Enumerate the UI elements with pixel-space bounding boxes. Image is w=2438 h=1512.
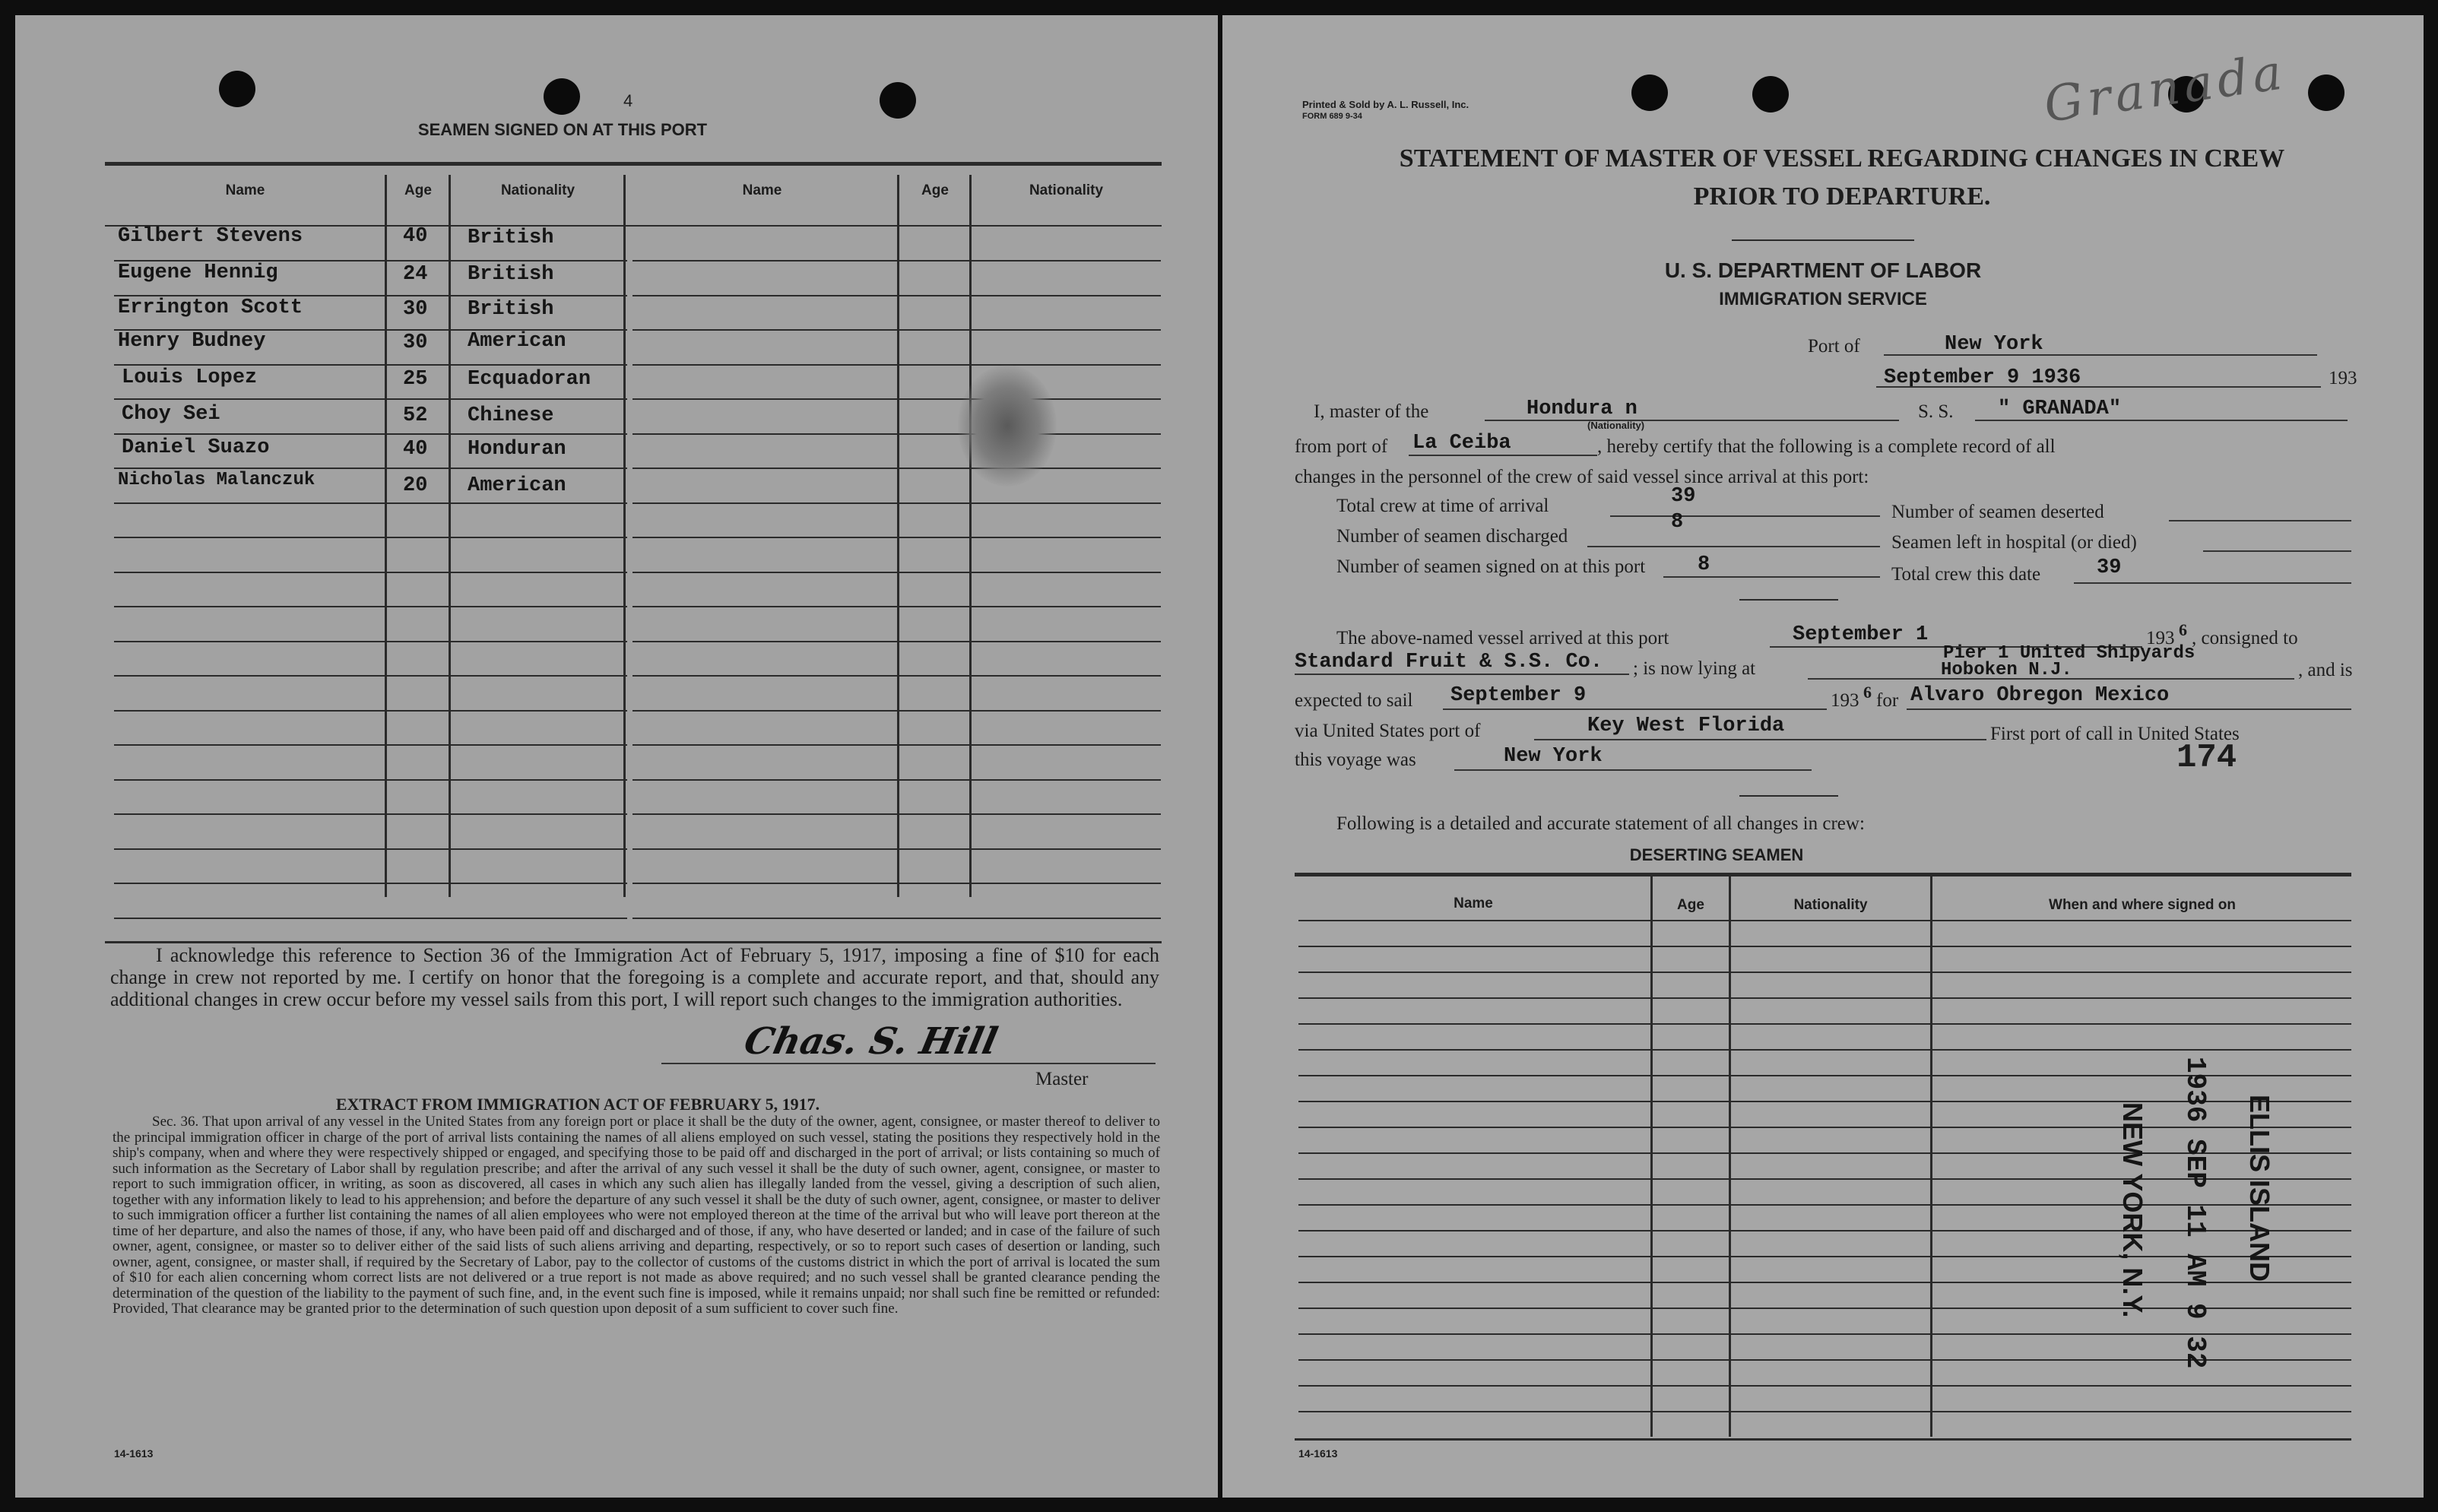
row-rule [114, 641, 627, 642]
desert-col-nationality: Nationality [1793, 897, 1868, 913]
row-rule [114, 883, 627, 884]
column-divider [969, 175, 972, 897]
punch-hole [2308, 74, 2344, 111]
col-header-name: Name [225, 182, 265, 198]
column-divider [1650, 874, 1653, 1437]
seaman-nationality: Ecquadoran [468, 368, 591, 391]
row-rule [632, 675, 1161, 677]
row-rule [632, 710, 1161, 712]
row-rule [114, 537, 627, 538]
from-port-line [1409, 455, 1597, 456]
lying-label: ; is now lying at [1633, 658, 1756, 679]
destination-value: Alvaro Obregon Mexico [1910, 684, 2170, 707]
discharged-label: Number of seamen discharged [1336, 526, 1568, 547]
via-port-value: Key West Florida [1587, 715, 1785, 737]
first-port-value: New York [1504, 745, 1603, 768]
row-rule [114, 813, 627, 815]
col-header-age: Age [921, 182, 949, 198]
total-crew-arrival-label: Total crew at time of arrival [1336, 496, 1549, 516]
row-rule [1298, 1411, 2351, 1412]
deserting-title: DESERTING SEAMEN [1629, 845, 1804, 864]
seaman-age: 40 [403, 225, 428, 248]
col-header-age: Age [404, 182, 432, 198]
seaman-age: 30 [403, 298, 428, 321]
fill-line [2169, 520, 2351, 521]
punch-hole [880, 82, 916, 119]
printer-credit: Printed & Sold by A. L. Russell, Inc. [1302, 99, 1469, 110]
seaman-nationality: Honduran [468, 438, 566, 461]
form-code: 14-1613 [114, 1447, 154, 1460]
seaman-name: Gilbert Stevens [118, 225, 303, 248]
acknowledgement-text: I acknowledge this reference to Section 36 of the Immigration Act of February 5, 1917, imposing a fine of $10 for each change in crew not reported by me. I certify on honor that the foregoing is a complete and accurate report, and that, should any additional changes in crew occur before my vessel sails from this port, I will report such changes to the immigration authorities. [110, 944, 1159, 1010]
seaman-name: Henry Budney [118, 330, 266, 353]
table-top-rule [105, 162, 1162, 166]
seaman-name: Nicholas Malanczuk [118, 470, 315, 490]
row-rule [1298, 946, 2351, 947]
master-label: Master [1035, 1069, 1089, 1089]
following-text: Following is a detailed and accurate statement of all changes in crew: [1336, 813, 1865, 834]
first-port-label: First port of call in United States [1990, 724, 2240, 744]
seaman-age: 40 [403, 438, 428, 461]
seaman-name: Choy Sei [122, 403, 220, 426]
left-page [15, 15, 1218, 1498]
seaman-nationality: British [468, 298, 554, 321]
row-rule [632, 502, 1161, 504]
seaman-nationality: British [468, 263, 554, 286]
row-rule [1298, 972, 2351, 973]
seaman-nationality: British [468, 227, 554, 249]
row-rule [1298, 1023, 2351, 1025]
fill-line [1907, 708, 2351, 710]
fill-line [1443, 708, 1827, 710]
col-header-nationality: Nationality [500, 182, 575, 198]
form-title-line2: PRIOR TO DEPARTURE. [1693, 182, 1991, 211]
master-of-the-label: I, master of the [1314, 401, 1429, 422]
row-rule [632, 260, 1161, 262]
voyage-label: this voyage was [1295, 750, 1416, 770]
row-rule [114, 468, 627, 469]
ss-label: S. S. [1918, 401, 1954, 422]
column-divider [1930, 874, 1932, 1437]
fill-line [1295, 674, 1629, 675]
fill-line [1663, 576, 1880, 578]
date-line [1876, 386, 2321, 388]
row-rule [114, 710, 627, 712]
signature-line [661, 1063, 1156, 1064]
arrived-label: The above-named vessel arrived at this port [1336, 628, 1669, 648]
punch-hole [219, 71, 255, 107]
punch-hole [1631, 74, 1668, 111]
lying-at-line1: Pier 1 United Shipyards [1943, 643, 2195, 664]
discharged-value: 8 [1671, 511, 1684, 534]
row-rule [114, 779, 627, 781]
row-rule [632, 572, 1161, 573]
hospital-label: Seamen left in hospital (or died) [1891, 532, 2137, 553]
total-crew-date-value: 39 [2097, 556, 2122, 579]
ellis-island-stamp-line2: 1936 SEP 11 AM 9 32 [2180, 1057, 2211, 1369]
department-name: U. S. DEPARTMENT OF LABOR [1664, 258, 1982, 282]
arrived-year: 193 [2146, 628, 2175, 648]
row-rule [114, 848, 627, 850]
divider [1739, 599, 1838, 601]
seaman-age: 30 [403, 331, 428, 354]
row-rule [632, 606, 1161, 607]
form-code: 14-1613 [1298, 1447, 1338, 1460]
row-rule [632, 813, 1161, 815]
table-top-rule [1295, 873, 2351, 876]
form-number: FORM 689 9-34 [1302, 112, 1362, 121]
seaman-name: Eugene Hennig [118, 262, 278, 284]
row-rule [632, 468, 1161, 469]
nationality-value: Hondura n [1527, 398, 1637, 420]
row-rule [632, 329, 1161, 331]
port-label: Port of [1808, 336, 1860, 357]
desert-col-name: Name [1454, 895, 1493, 911]
form-date: September 9 1936 [1884, 366, 2081, 389]
row-rule [632, 364, 1161, 366]
divider [1739, 795, 1838, 797]
page-number: 4 [623, 91, 633, 110]
row-rule [632, 883, 1161, 884]
sail-label: expected to sail [1295, 690, 1413, 711]
seaman-name: Daniel Suazo [122, 436, 270, 459]
row-rule [632, 641, 1161, 642]
fill-line [1808, 678, 2294, 680]
seaman-age: 24 [403, 263, 428, 286]
row-rule [114, 675, 627, 677]
column-divider [897, 175, 899, 897]
nationality-caption: (Nationality) [1587, 420, 1645, 431]
row-rule [632, 537, 1161, 538]
column-divider [1729, 874, 1731, 1437]
vessel-line [1975, 420, 2348, 421]
port-value: New York [1945, 333, 2043, 356]
via-label: via United States port of [1295, 721, 1481, 741]
right-page [1222, 15, 2424, 1498]
vessel-name: " GRANADA" [1998, 398, 2122, 420]
ellis-island-stamp-line3: NEW YORK, N.Y. [2117, 1102, 2148, 1318]
row-rule [114, 744, 627, 746]
nationality-line [1485, 420, 1899, 421]
page-stamp-number: 174 [2176, 739, 2237, 777]
port-line [1884, 354, 2317, 356]
signed-on-value: 8 [1698, 553, 1710, 576]
handwritten-vessel-note: Granada [2040, 44, 2290, 134]
for-label: for [1876, 690, 1899, 711]
row-rule [1298, 1385, 2351, 1387]
extract-text: Sec. 36. That upon arrival of any vessel in the United States from any foreign port or place it shall be the duty of the owner, agent, consignee, or master thereof to deliver to the principal immigration officer in charge of the port of arrival lists containing the names of all aliens employed on such vessel, stating the positions they respectively hold in the ship's company, when and where they were respectively shipped or engaged, and specifying those to be paid off and discharged in the port of arrival; or lists containing so much of such information as the Secretary of Labor shall by regulation prescribe; and after the arrival of any such vessel it shall be the duty of such owner, agent, consignee, or master to report to such immigration officer, in writing, as soon as discovered, all cases in which any such alien has illegally landed from the vessel, giving a description of such alien, together with any information likely to lead to his apprehension; and before the departure of any such vessel it shall be the duty of such owner, agent, consignee, or master to deliver to such immigration officer a further list containing the names of all alien employees who were not employed thereon at the time of the arrival but who will leave port thereon at the time of her departure, and also the names of those, if any, who have been paid off and discharged and of those, if any, who have deserted or landed; and in case of the failure of such owner, agent, consignee, or master so to deliver either of the said lists of such aliens arriving and departing, respectively, or so to report such cases of desertion or landing, such owner, agent, consignee, or master shall, if required by the Secretary of Labor, pay to the collector of customs of the customs district in which the port of arrival is located the sum of $10 for each alien concerning whom correct lists are not delivered or a true report is not made as above required; and no such vessel shall be granted clearance pending the determination of the question of the liability to the payment of such fine, and, in the event such fine is imposed, while it remains unpaid; nor shall such fine be remitted or refunded: Provided, That clearance may be granted prior to the determination of such question upon deposit of a sum sufficient to cover such fine. [113, 1114, 1160, 1317]
from-port-label: from port of [1295, 436, 1388, 457]
row-rule [632, 433, 1161, 435]
desert-col-age: Age [1677, 897, 1704, 913]
row-rule [1298, 997, 2351, 999]
table-bottom-rule [1295, 1438, 2351, 1441]
year-suffix: 193 [2329, 368, 2357, 388]
row-rule [114, 572, 627, 573]
row-rule [632, 744, 1161, 746]
divider [1732, 239, 1914, 241]
column-divider [385, 175, 387, 897]
row-rule [632, 848, 1161, 850]
fill-line [2074, 582, 2351, 584]
deserted-label: Number of seamen deserted [1891, 502, 2104, 522]
form-title: STATEMENT OF MASTER OF VESSEL REGARDING CHANGES IN CREW [1399, 144, 2285, 173]
fill-line [2203, 550, 2351, 552]
col-header-nationality: Nationality [1029, 182, 1104, 198]
seaman-nationality: American [468, 474, 566, 497]
sail-date: September 9 [1450, 684, 1587, 707]
signed-on-label: Number of seamen signed on at this port [1336, 556, 1646, 577]
fill-line [1610, 515, 1880, 517]
col-header-name: Name [742, 182, 782, 198]
service-name: IMMIGRATION SERVICE [1719, 289, 1927, 309]
row-rule [114, 433, 627, 435]
desert-col-signed-on: When and where signed on [2049, 897, 2236, 913]
seaman-age: 52 [403, 404, 428, 427]
master-signature: Chas. S. Hill [740, 1020, 1002, 1063]
row-rule [114, 398, 627, 400]
table-bottom-rule [105, 941, 1162, 943]
certify-text: , hereby certify that the following is a complete record of all [1597, 436, 2056, 457]
column-divider [449, 175, 451, 897]
seaman-nationality: American [468, 330, 566, 353]
lying-at-line2: Hoboken N.J. [1941, 660, 2072, 680]
row-rule [632, 918, 1161, 919]
punch-hole [1752, 76, 1789, 113]
sail-year-digit: 6 [1863, 683, 1872, 702]
sail-year: 193 [1831, 690, 1859, 711]
row-rule [1298, 920, 2351, 921]
seal-mark [958, 365, 1057, 487]
seaman-age: 20 [403, 474, 428, 497]
row-rule [1298, 1049, 2351, 1051]
row-rule [114, 918, 627, 919]
total-crew-date-label: Total crew this date [1891, 564, 2041, 585]
and-is-label: , and is [2298, 660, 2353, 680]
arrived-date: September 1 [1793, 623, 1929, 646]
consigned-label: , consigned to [2192, 628, 2298, 648]
row-rule [632, 295, 1161, 296]
section-title: SEAMEN SIGNED ON AT THIS PORT [417, 120, 708, 139]
from-port-value: La Ceiba [1412, 432, 1511, 455]
arrived-year-digit: 6 [2179, 620, 2187, 639]
row-rule [114, 364, 627, 366]
seaman-name: Errington Scott [118, 296, 303, 319]
seaman-name: Louis Lopez [122, 366, 258, 389]
consignee-value: Standard Fruit & S.S. Co. [1295, 651, 1603, 674]
changes-text: changes in the personnel of the crew of said vessel since arrival at this port: [1295, 467, 1869, 487]
row-rule [114, 606, 627, 607]
punch-hole [544, 78, 580, 115]
row-rule [114, 502, 627, 504]
total-crew-arrival-value: 39 [1671, 485, 1696, 508]
ellis-island-stamp-line1: ELLIS ISLAND [2244, 1095, 2275, 1282]
column-divider [623, 175, 626, 897]
seaman-age: 25 [403, 368, 428, 391]
seaman-nationality: Chinese [468, 404, 554, 427]
fill-line [1534, 739, 1986, 740]
fill-line [1587, 546, 1880, 547]
extract-title: EXTRACT FROM IMMIGRATION ACT OF FEBRUARY 5, 1917. [335, 1095, 820, 1114]
row-rule [632, 779, 1161, 781]
fill-line [1454, 769, 1812, 771]
row-rule [632, 398, 1161, 400]
